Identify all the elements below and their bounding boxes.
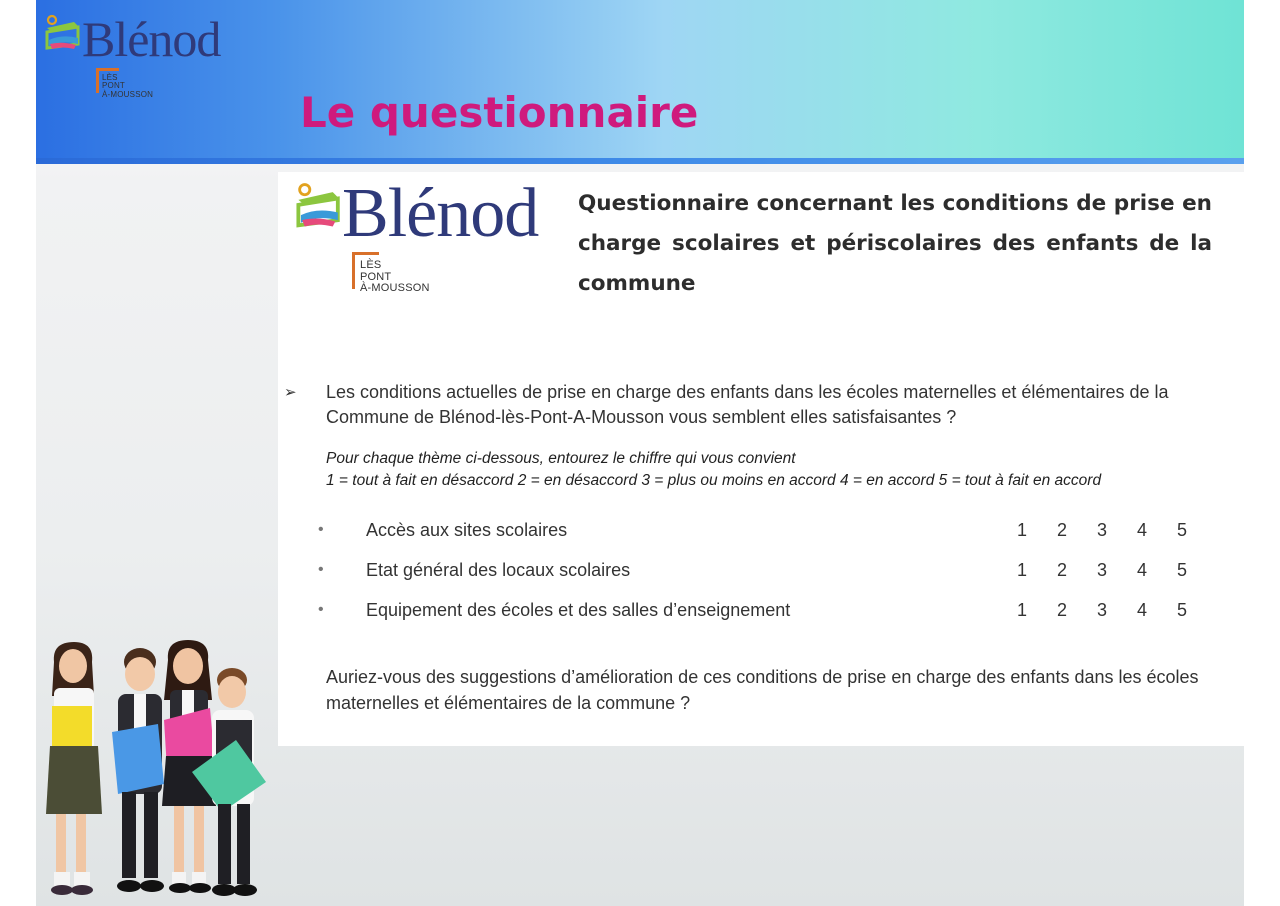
score-option[interactable]: 5 [1176,520,1187,540]
score-option[interactable]: 3 [1096,600,1107,620]
suggestion-question: Auriez-vous des suggestions d’amélioration de ces conditions de prise en charge des enfants dans les écoles maternelles et élémentaires de la commune ? [326,667,1199,713]
arrow-bullet-icon: ➢ [284,384,297,401]
bullet-icon: • [318,561,324,578]
theme-list [318,510,1218,630]
score-option[interactable]: 5 [1176,600,1187,620]
question-text: Les conditions actuelles de prise en charge des enfants dans les écoles maternelles et élémentaires de la Commune de Blénod-lès-Pont-A-Mousson vous semblent elles satisfaisantes ? [326,382,1169,427]
logo-mark-icon [44,14,84,54]
score-option[interactable]: 1 [1016,520,1027,540]
rating-instructions [326,448,1236,492]
logo-subtitle: LÈS PONT À-MOUSSON [360,259,430,295]
child-figure [112,648,164,892]
theme-label: Etat général des locaux scolaires [366,560,631,580]
bullet-icon: • [318,521,324,538]
theme-row [318,590,1218,630]
theme-label: Equipement des écoles et des salles d’enseignement [366,600,791,620]
question-intro [284,380,1236,430]
score-option[interactable]: 5 [1176,560,1187,580]
score-option[interactable]: 2 [1056,520,1067,540]
score-option[interactable]: 4 [1136,560,1147,580]
bullet-icon: • [318,601,324,618]
theme-row [318,510,1218,550]
score-option[interactable]: 2 [1056,560,1067,580]
questionnaire-logo [294,175,539,298]
questionnaire-card [278,172,1244,746]
header-logo [44,11,224,106]
logo-wordmark: Blénod [342,175,539,252]
theme-label: Accès aux sites scolaires [366,520,568,540]
score-option[interactable]: 4 [1136,600,1147,620]
schoolchildren-illustration [40,636,276,902]
header-divider [36,158,1244,164]
logo-wordmark: Blénod [82,11,221,67]
score-option[interactable]: 3 [1096,560,1107,580]
questionnaire-heading: Questionnaire concernant les conditions de prise en charge scolaires et périscolaires des enfants de la commune [578,191,1212,296]
score-option[interactable]: 1 [1016,560,1027,580]
score-option[interactable]: 2 [1056,600,1067,620]
instruction-line: Pour chaque thème ci-dessous, entourez le chiffre qui vous convient [326,450,796,467]
page-title: Le questionnaire [300,88,699,137]
theme-row [318,550,1218,590]
score-option[interactable]: 4 [1136,520,1147,540]
rating-scale-legend: 1 = tout à fait en désaccord 2 = en désaccord 3 = plus ou moins en accord 4 = en accord 5 = tout à fait en accord [326,472,1102,489]
child-figure [46,642,102,895]
score-option[interactable]: 1 [1016,600,1027,620]
score-option[interactable]: 3 [1096,520,1107,540]
logo-mark-icon [294,182,346,238]
logo-subtitle: LÈS PONT À-MOUSSON [102,73,154,99]
